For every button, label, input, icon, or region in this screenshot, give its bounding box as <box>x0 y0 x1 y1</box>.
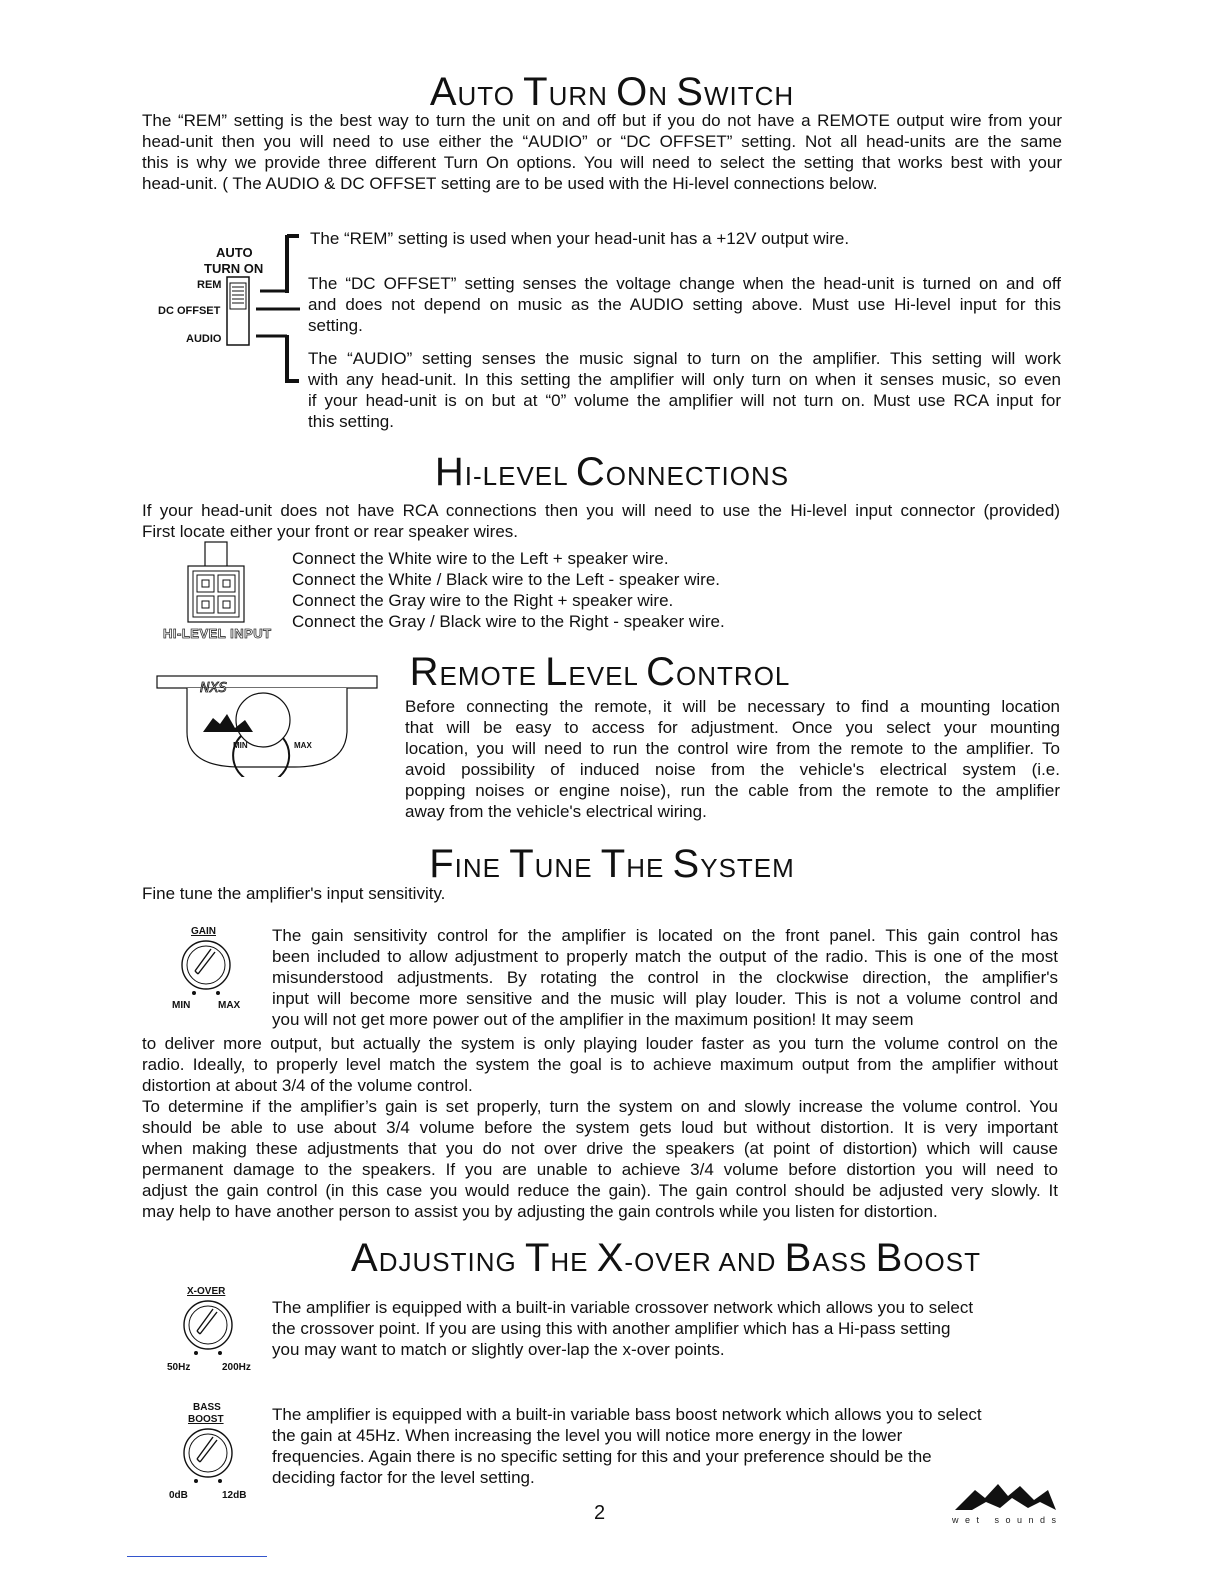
heading-initial: R <box>409 650 440 694</box>
bass-boost-text <box>272 1404 982 1488</box>
rem-description <box>310 228 849 249</box>
heading-initial: T <box>523 70 549 114</box>
switch-label-audio: AUDIO <box>186 333 222 345</box>
hi-level-intro-line: If your head-unit does not have RCA connections then you will need to use the Hi-level input connector (provided) <box>142 501 1060 520</box>
xover-text-line: you may want to match or slightly over-lap the x-over points. <box>272 1340 725 1359</box>
dc-text-line: and does not depend on music as the AUDIO setting above. Must use Hi-level input for this <box>308 295 1061 314</box>
intro-line: head-unit then you will need to use either the “AUDIO” or “DC OFFSET” setting. Not all head-units are the same <box>142 132 1062 151</box>
bass-text-line: frequencies. Again there is no specific setting for this and your preference should be the <box>272 1447 932 1466</box>
bass-min-label: 0dB <box>169 1490 188 1501</box>
bass-text-line: The amplifier is equipped with a built-in variable bass boost network which allows you to select <box>272 1405 982 1424</box>
heading-rest: YSTEM <box>700 853 795 883</box>
auto-turn-on-intro <box>142 110 1062 194</box>
step-line: Connect the Gray / Black wire to the Right - speaker wire. <box>292 612 725 631</box>
bass-knob-title-1: BASS <box>193 1402 221 1413</box>
xover-text-line: The amplifier is equipped with a built-in variable crossover network which allows you to select <box>272 1298 974 1317</box>
heading-initial: A <box>429 70 458 114</box>
heading-initial: T <box>509 842 535 886</box>
heading-initial: B <box>784 1236 813 1280</box>
hi-level-intro-line: First locate either your front or rear speaker wires. <box>142 522 519 541</box>
xover-knob-title: X-OVER <box>187 1286 226 1297</box>
heading-auto-turn-on <box>0 70 1224 115</box>
fine-tune-full-line: radio. Ideally, to properly level match the system the goal is to achieve maximum output from the amplifier without <box>142 1055 1058 1074</box>
bass-boost-knob-icon <box>177 1426 239 1484</box>
fine-tune-line: you will not get more power out of the amplifier in the maximum position! It may seem <box>272 1010 914 1029</box>
heading-rest: HE <box>550 1247 597 1277</box>
heading-hi-level <box>0 450 1224 495</box>
remote-text-line: away from the vehicle's electrical wiring. <box>405 802 707 821</box>
heading-rest: ASS <box>812 1247 876 1277</box>
heading-initial: L <box>545 650 569 694</box>
heading-rest: WITCH <box>703 81 795 111</box>
audio-text-line: The “AUDIO” setting senses the music signal to turn on the amplifier. This setting will work <box>308 349 1061 368</box>
hi-level-connector-diagram <box>183 540 253 625</box>
bass-text-line: the gain at 45Hz. When increasing the level you will notice more energy in the lower <box>272 1426 903 1445</box>
heading-rest: OOST <box>903 1247 981 1277</box>
fine-tune-full-line: when making these adjustments that you do not over drive the speakers (at point of distortion) which will cause <box>142 1139 1058 1158</box>
heading-xover <box>54 1236 1224 1281</box>
xover-text-line: the crossover point. If you are using this with another amplifier which has a Hi-pass setting <box>272 1319 951 1338</box>
rem-text: The “REM” setting is used when your head-unit has a +12V output wire. <box>310 229 850 248</box>
page-number: 2 <box>594 1502 606 1524</box>
intro-line: The “REM” setting is the best way to turn the unit on and off but if you do not have a REMOTE output wire from your <box>142 111 1062 130</box>
heading-rest: ONNECTIONS <box>605 461 790 491</box>
gain-max-label: MAX <box>218 1000 241 1011</box>
switch-title-turn-on: TURN ON <box>204 261 264 276</box>
remote-level-text <box>405 696 1060 822</box>
switch-title-auto: AUTO <box>216 245 253 260</box>
fine-tune-intro-line: Fine tune the amplifier's input sensitivity. <box>142 884 446 903</box>
remote-min-label: MIN <box>233 741 248 750</box>
fine-tune-text-full <box>142 1033 1058 1222</box>
fine-tune-full-line: To determine if the amplifier’s gain is set properly, turn the system on and slowly increase the volume control. You <box>142 1097 1058 1116</box>
fine-tune-line: input will become more sensitive and the music will play louder. This is not a volume control and <box>272 989 1058 1008</box>
intro-line: this is why we provide three different Turn On options. You will need to select the setting that works best with your <box>142 153 1062 172</box>
hi-level-steps <box>292 548 725 632</box>
dc-text-line: setting. <box>308 316 363 335</box>
heading-initial: A <box>351 1236 379 1280</box>
heading-rest: URN <box>548 81 617 111</box>
gain-knob-icon <box>175 938 237 996</box>
fine-tune-full-line: distortion at about 3/4 of the volume control. <box>142 1076 473 1095</box>
audio-description <box>308 348 1061 432</box>
heading-rest: INE <box>454 853 510 883</box>
switch-label-rem: REM <box>197 279 222 291</box>
heading-rest: N <box>648 81 677 111</box>
heading-initial: T <box>600 842 627 886</box>
heading-initial: C <box>575 450 606 494</box>
fine-tune-full-line: permanent damage to the speakers. If you are unable to achieve 3/4 volume before distortion you will need to <box>142 1160 1058 1179</box>
fine-tune-full-line: may help to have another person to assist you by adjusting the gain controls while you listen for distortion. <box>142 1202 938 1221</box>
fine-tune-line: been included to allow adjustment to properly match the output of the radio. This is one of the most <box>272 947 1058 966</box>
heading-initial: T <box>524 1236 551 1280</box>
brand-wordmark: wet sounds <box>952 1515 1063 1525</box>
xover-min-label: 50Hz <box>167 1362 191 1373</box>
remote-text-line: Before connecting the remote, it will be necessary to find a mounting location <box>405 697 1060 716</box>
xover-knob-icon <box>177 1298 239 1356</box>
heading-initial: B <box>875 1236 904 1280</box>
fine-tune-full-line: adjust the gain control (in this case you would reduce the gain). The gain control should be adjusted very slowly. It <box>142 1181 1058 1200</box>
fine-tune-intro <box>142 883 445 904</box>
step-line: Connect the Gray wire to the Right + speaker wire. <box>292 591 674 610</box>
svg-text:NXS: NXS <box>200 681 227 696</box>
turn-on-switch-diagram <box>224 225 304 390</box>
bass-max-label: 12dB <box>222 1490 247 1501</box>
remote-max-label: MAX <box>294 741 312 750</box>
heading-fine-tune <box>0 842 1224 887</box>
switch-label-dc-offset: DC OFFSET <box>158 305 221 317</box>
dc-offset-description <box>308 273 1061 336</box>
dc-text-line: The “DC OFFSET” setting senses the voltage change when the head-unit is turned on and off <box>308 274 1061 293</box>
remote-text-line: popping noises or engine noise), run the cable from the remote to the amplifier <box>405 781 1060 800</box>
gain-knob-title: GAIN <box>191 926 216 937</box>
fine-tune-line: The gain sensitivity control for the amplifier is located on the front panel. This gain control has <box>272 926 1058 945</box>
heading-rest: DJUSTING <box>378 1247 525 1277</box>
fine-tune-full-line: to deliver more output, but actually the system is only playing louder faster as you turn the volume control on the <box>142 1034 1058 1053</box>
heading-rest: UNE <box>534 853 601 883</box>
fine-tune-full-line: should be able to use about 3/4 volume before the system gets loud but without distortion. It is very important <box>142 1118 1058 1137</box>
heading-rest: EMOTE <box>439 661 546 691</box>
hi-level-intro <box>142 500 1060 542</box>
heading-initial: C <box>646 650 677 694</box>
audio-text-line: this setting. <box>308 412 394 431</box>
heading-rest: -OVER AND <box>624 1247 785 1277</box>
gain-min-label: MIN <box>172 1000 191 1011</box>
remote-text-line: avoid possibility of induced noise from the vehicle's electrical system (i.e. <box>405 760 1060 779</box>
audio-text-line: if your head-unit is on but at “0” volume the amplifier will not turn on. Must use RCA input for <box>308 391 1061 410</box>
bottom-blue-rule <box>127 1556 267 1557</box>
heading-rest: ONTROL <box>676 661 791 691</box>
hi-level-connector-label: HI-LEVEL INPUT <box>163 626 272 641</box>
heading-initial: O <box>616 70 649 114</box>
wet-sounds-logo-icon <box>950 1480 1060 1516</box>
remote-text-line: that will be easy to access for adjustment. Once you select your mounting <box>405 718 1060 737</box>
step-line: Connect the White wire to the Left + speaker wire. <box>292 549 669 568</box>
heading-initial: F <box>429 842 455 886</box>
heading-rest: I-LEVEL <box>464 461 576 491</box>
step-line: Connect the White / Black wire to the Left - speaker wire. <box>292 570 721 589</box>
intro-line: head-unit. ( The AUDIO & DC OFFSET setting are to be used with the Hi-level connections below. <box>142 174 878 193</box>
bass-knob-title-2: BOOST <box>188 1414 224 1425</box>
remote-text-line: location, you will need to run the control wire from the remote to the amplifier. To <box>405 739 1060 758</box>
heading-rest: HE <box>626 853 673 883</box>
bass-text-line: deciding factor for the level setting. <box>272 1468 535 1487</box>
remote-control-diagram <box>155 672 380 777</box>
heading-rest: EVEL <box>568 661 647 691</box>
heading-initial: S <box>672 842 701 886</box>
heading-initial: S <box>676 70 704 114</box>
fine-tune-line: misunderstood adjustments. By rotating the control in the clockwise direction, the amplifier's <box>272 968 1058 987</box>
xover-text <box>272 1297 973 1360</box>
heading-initial: H <box>434 450 465 494</box>
xover-max-label: 200Hz <box>222 1362 251 1373</box>
heading-initial: X <box>596 1236 625 1280</box>
heading-rest: UTO <box>457 81 524 111</box>
fine-tune-text-beside <box>272 925 1058 1030</box>
audio-text-line: with any head-unit. In this setting the amplifier will only turn on when it senses music, so even <box>308 370 1061 389</box>
